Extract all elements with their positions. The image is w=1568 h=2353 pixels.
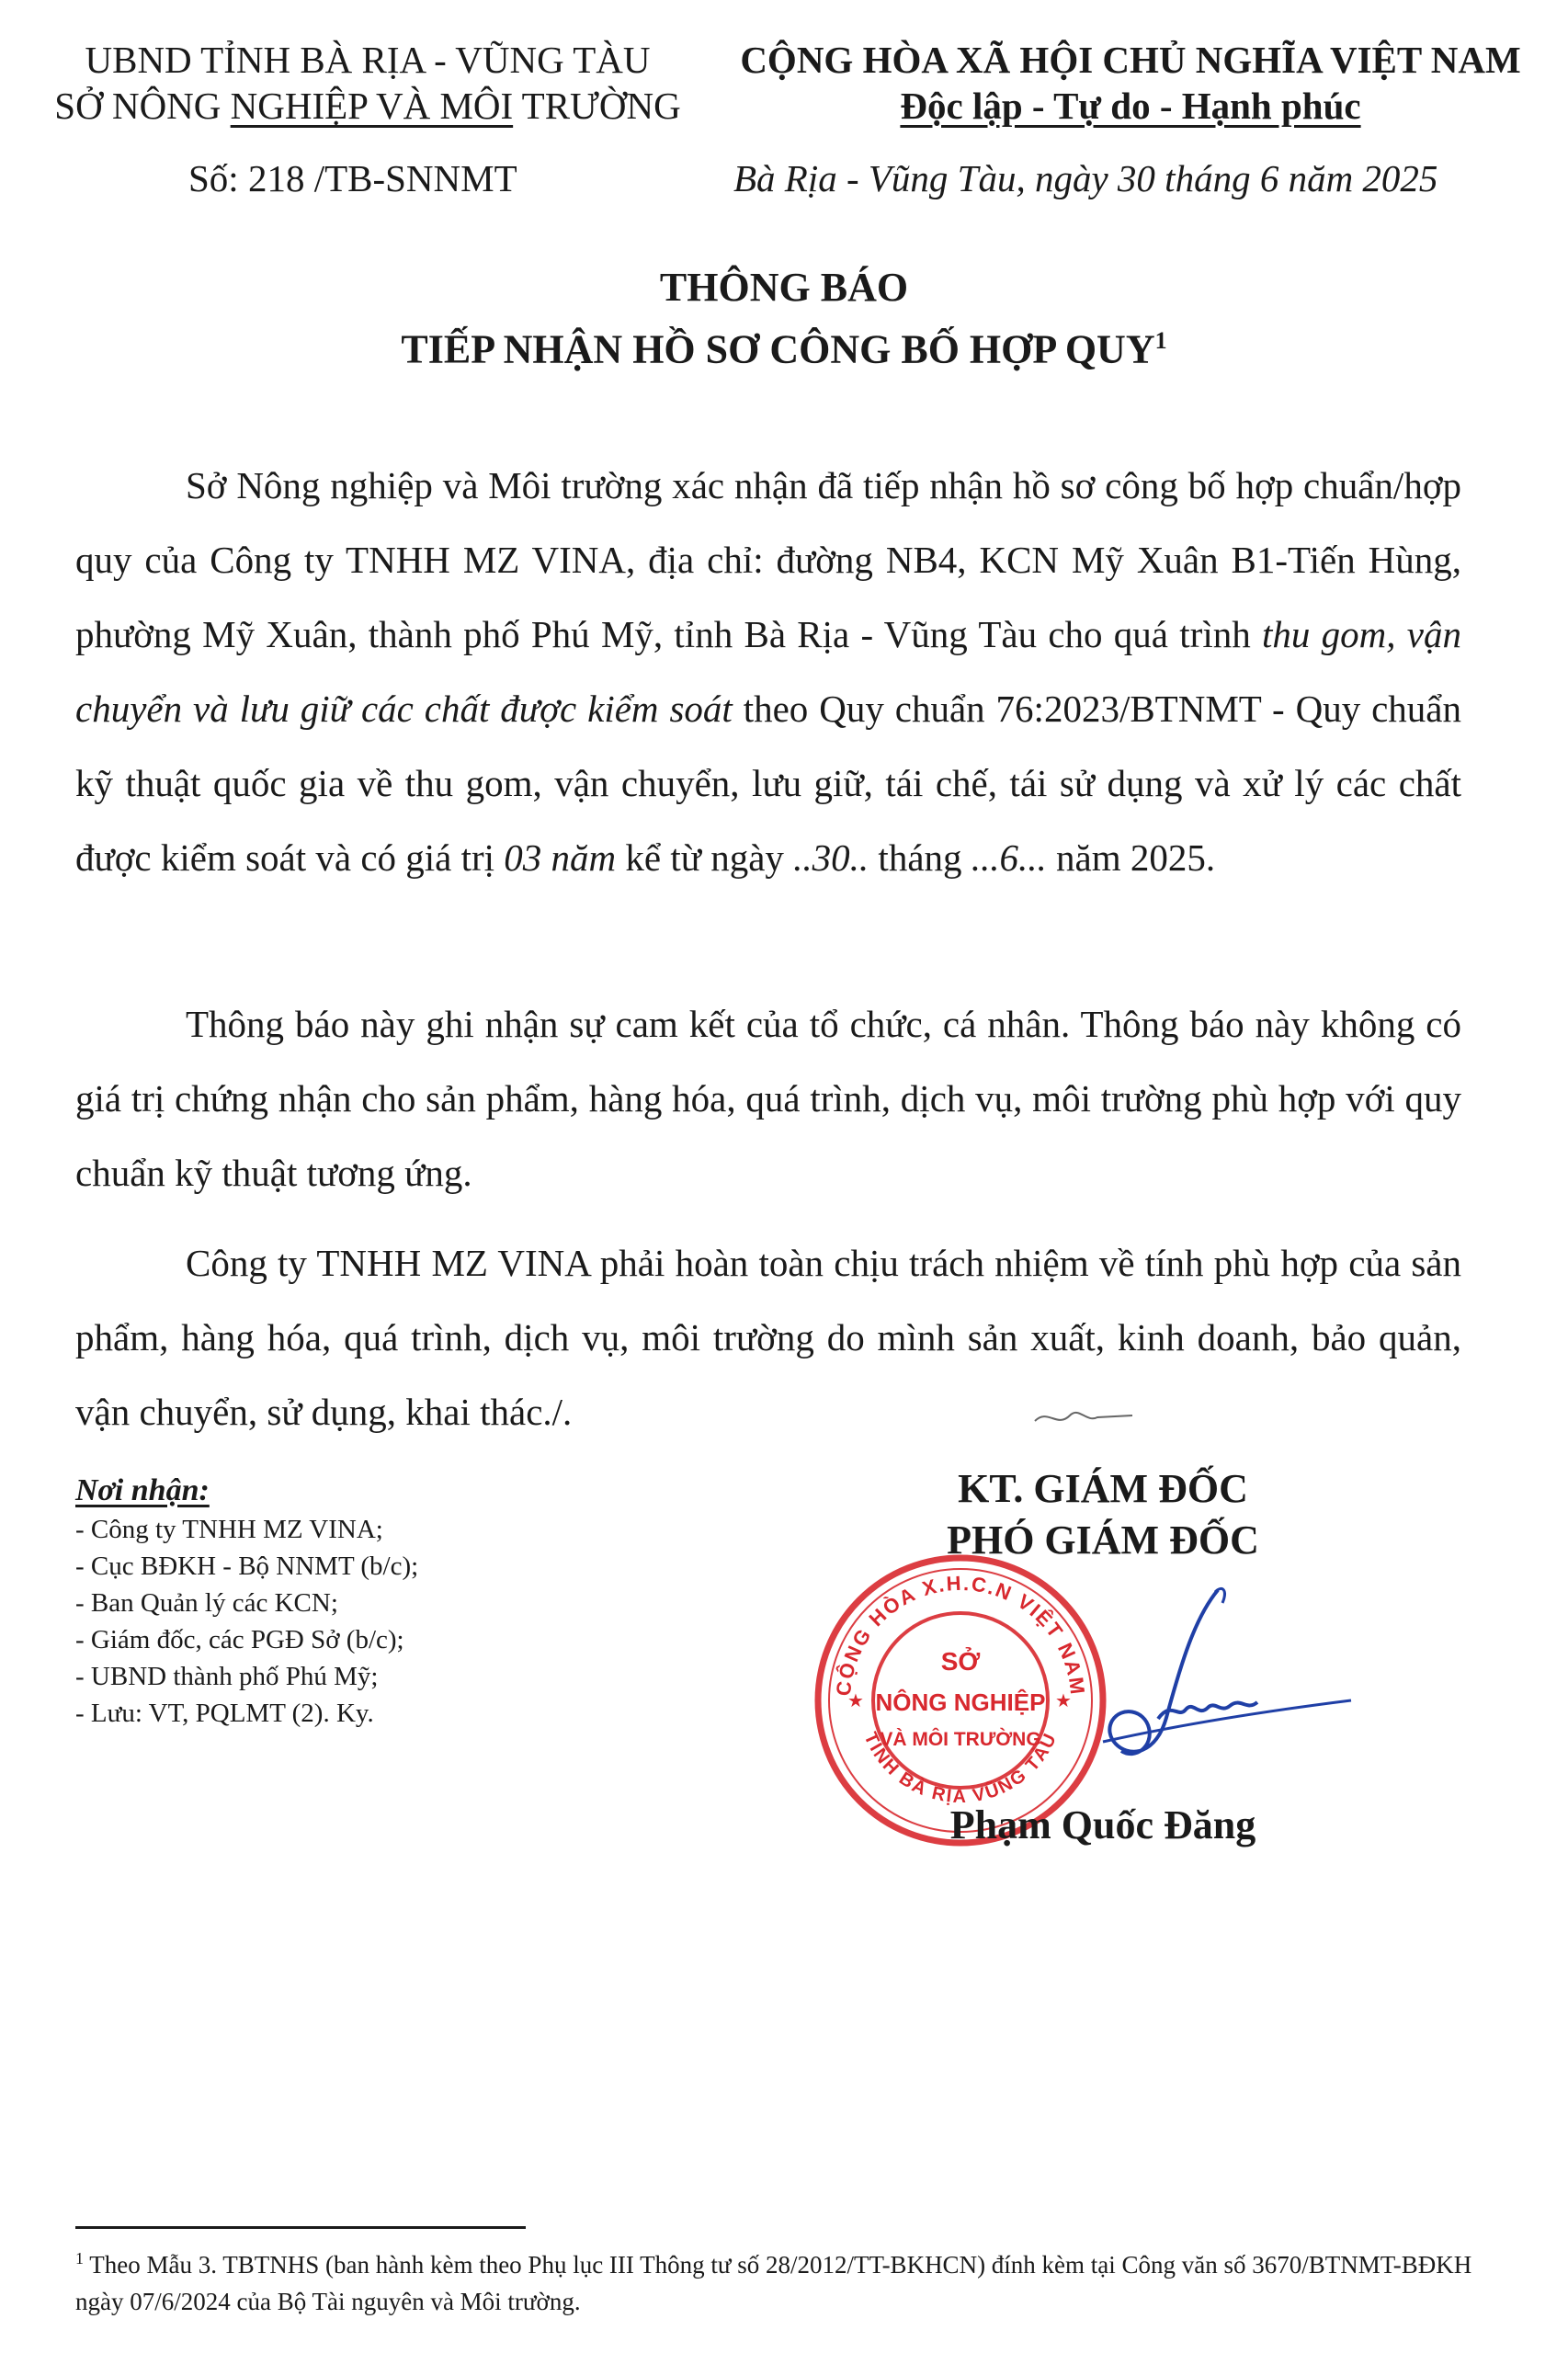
national-motto-text: Độc lập - Tự do - Hạnh phúc xyxy=(900,85,1361,127)
recipients-block xyxy=(75,1471,418,1732)
stamp-bottom-text: TỈNH BÀ RỊA VŨNG TÀU xyxy=(859,1729,1062,1807)
footnote-mark: 1 xyxy=(75,2249,84,2268)
title-line2-text: TIẾP NHẬN HỒ SƠ CÔNG BỐ HỢP QUY xyxy=(401,326,1155,372)
paragraph-3 xyxy=(75,1226,1461,1449)
place-date: Bà Rịa - Vũng Tàu, ngày 30 tháng 6 năm 2025 xyxy=(733,157,1438,199)
title-line1: THÔNG BÁO xyxy=(659,265,909,310)
p1-text: Sở Nông nghiệp và Môi trường xác nhận đã tiếp nhận hồ sơ công bố hợp chuẩn/hợp quy của Công ty TNHH MZ VINA, địa chỉ: đường NB4, KCN Mỹ Xuân B1-Tiến Hùng, phường Mỹ Xuân, thành phố Phú Mỹ, tỉnh Bà Rịa - Vũng Tàu cho quá trình xyxy=(75,464,1461,655)
stamp-center-2: NÔNG NGHIỆP xyxy=(875,1688,1046,1716)
recipient-item: - Công ty TNHH MZ VINA; xyxy=(75,1515,383,1544)
national-header xyxy=(726,37,1535,129)
footnote xyxy=(75,2240,1472,2320)
agency-parent: UBND TỈNH BÀ RỊA - VŨNG TÀU xyxy=(85,39,651,81)
footnote-text: Theo Mẫu 3. TBTNHS (ban hành kèm theo Phụ lục III Thông tư số 28/2012/TT-BKHCN) đính kèm tại Công văn số 3670/BTNMT-BĐKH ngày 07/6/2024 của Bộ Tài nguyên và Môi trường. xyxy=(75,2251,1472,2315)
recipient-item: - Ban Quản lý các KCN; xyxy=(75,1588,338,1618)
agency-name-underlined: NGHIỆP VÀ MÔI xyxy=(230,85,514,127)
title-line2 xyxy=(0,314,1568,377)
recipient-item: - Giám đốc, các PGĐ Sở (b/c); xyxy=(75,1625,404,1654)
p3-text: Công ty TNHH MZ VINA phải hoàn toàn chịu trách nhiệm về tính phù hợp của sản phẩm, hàng hóa, quá trình, dịch vụ, môi trường do mình sản xuất, kinh doanh, bảo quản, vận chuyển, sử dụng, khai thác./. xyxy=(75,1242,1461,1433)
signer-name: Phạm Quốc Đăng xyxy=(949,1802,1256,1847)
p1-text5: năm 2025. xyxy=(1046,836,1216,879)
stamp-center-1: SỞ xyxy=(940,1647,981,1676)
agency-header xyxy=(37,37,699,129)
country-name: CỘNG HÒA XÃ HỘI CHỦ NGHĨA VIỆT NAM xyxy=(740,39,1521,81)
p1-day: ..30.. xyxy=(793,836,869,879)
title-footnote-mark: 1 xyxy=(1154,327,1167,354)
stamp-star-icon: ★ xyxy=(1055,1691,1072,1711)
p1-text4: tháng xyxy=(869,836,971,879)
national-motto xyxy=(726,83,1535,129)
p1-italic: thu gom, vận chuyển và lưu giữ các chất được kiểm soát xyxy=(75,613,1461,730)
footnote-divider xyxy=(75,2226,526,2229)
agency-name-part1: SỞ NÔNG xyxy=(54,85,231,127)
signer-title-2: PHÓ GIÁM ĐỐC xyxy=(947,1518,1259,1563)
agency-name-part3: TRƯỜNG xyxy=(513,85,681,127)
paragraph-2 xyxy=(75,987,1461,1211)
recipient-item: - UBND thành phố Phú Mỹ; xyxy=(75,1662,379,1691)
p1-text3: kể từ ngày xyxy=(616,836,794,879)
p1-validity: 03 năm xyxy=(504,836,617,879)
document-title xyxy=(0,261,1568,377)
recipients-heading: Nơi nhận: xyxy=(75,1473,210,1507)
agency-name xyxy=(37,83,699,129)
document-number: Số: 218 /TB-SNNMT xyxy=(188,157,517,199)
stamp-center-3: VÀ MÔI TRƯỜNG xyxy=(880,1729,1041,1750)
recipient-item: - Lưu: VT, PQLMT (2). Ky. xyxy=(75,1699,374,1728)
p1-month: ...6... xyxy=(971,836,1047,879)
stamp-ring-text: CỘNG HÒA X.H.C.N VIỆT NAM xyxy=(831,1571,1090,1698)
paragraph-1 xyxy=(75,449,1461,895)
p1-text2: theo Quy chuẩn 76:2023/BTNMT - Quy chuẩn kỹ thuật quốc gia về thu gom, vận chuyển, lưu giữ, tái chế, tái sử dụng và xử lý các chất được kiểm soát và có giá trị xyxy=(75,688,1461,879)
p2-text: Thông báo này ghi nhận sự cam kết của tổ chức, cá nhân. Thông báo này không có giá trị chứng nhận cho sản phẩm, hàng hóa, quá trình, dịch vụ, môi trường phù hợp với quy chuẩn kỹ thuật tương ứng. xyxy=(75,1003,1461,1194)
recipient-item: - Cục BĐKH - Bộ NNMT (b/c); xyxy=(75,1552,419,1581)
initial-mark xyxy=(1029,1397,1140,1434)
signer-title-1: KT. GIÁM ĐỐC xyxy=(958,1466,1248,1511)
handwritten-signature xyxy=(974,1563,1360,1802)
stamp-star-icon: ★ xyxy=(847,1691,864,1711)
